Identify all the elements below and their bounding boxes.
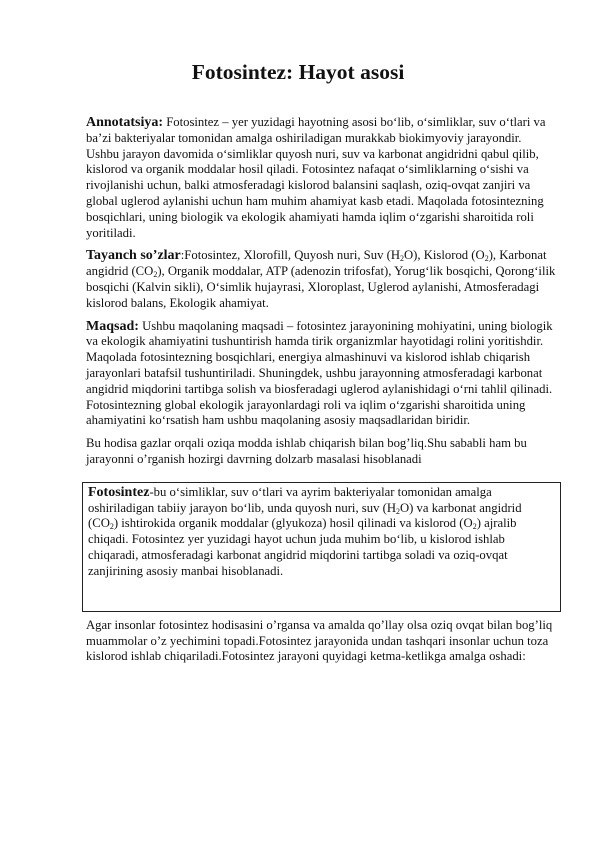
intro-paragraph: Bu hodisa gazlar orqali oziqa modda ishlab chiqarish bilan bog’liq.Shu sababli ham bu jarayonni o’rganish hozirgi davrning dolzarb masalasi hisoblanadi	[86, 436, 527, 466]
keywords-sub-1: 2	[400, 254, 404, 264]
definition-sub-3: 2	[472, 522, 477, 532]
keywords-label: Tayanch so’zlar	[86, 248, 181, 264]
definition-sub-1: 2	[395, 506, 400, 516]
keywords-text-3: ), Karbonat angidrid (CO	[86, 248, 547, 279]
keywords-paragraph	[86, 248, 556, 311]
goal-label: Maqsad:	[86, 318, 139, 334]
definition-sub-2: 2	[109, 522, 114, 532]
definition-text-3: ) ishtirokida organik moddalar (glyukoza) hosil qilinadi va kislorod (O	[113, 516, 473, 531]
keywords-sub-2: 2	[484, 254, 489, 264]
annotation-paragraph	[86, 115, 556, 241]
definition-text-2: O) va karbonat angidrid (CO	[88, 500, 522, 531]
definition-text-1: -bu o‘simliklar, suv o‘tlari va ayrim bakteriyalar tomonidan amalga oshiriladigan tabiiy jarayon bo‘lib, unda quyosh nuri, suv (H	[88, 484, 492, 515]
definition-text-4: ) ajralib chiqadi. Fotosintez yer yuzidagi hayot uchun juda muhim bo‘lib, u kislorod ishlab chiqaradi, atmosferadagi karbonat angidrid miqdorini tartibga soladi va oziq-ovqat zanjirining asosiy manbai hisoblanadi.	[88, 516, 517, 578]
closing-paragraph: Agar insonlar fotosintez hodisasini o’rgansa va amalda qo’llay olsa oziq ovqat bilan bog’liq muammolar o’z yechimini topadi.Fotosintez jarayonida undan tashqari insonlar uchun toza kislorod ishlab chiqariladi.Fotosintez jarayoni quyidagi ketma-ketlikga amalga oshadi:	[86, 617, 553, 664]
annotation-label: Annotatsiya:	[86, 115, 164, 130]
document-title: Fotosintez: Hayot asosi	[191, 60, 405, 84]
document-body	[86, 115, 556, 672]
goal-paragraph	[86, 319, 556, 430]
keywords-sub-3: 2	[153, 270, 158, 280]
keywords-text-4: ), Organik moddalar, ATP (adenozin trifosfat), Yorug‘lik bosqichi, Qorong‘ilik bosqichi (Kalvin sikli), O‘simlik hujayrasi, Xloroplast, Uglerod aylanishi, Atmosferadagi kislorod balans, Ekologik ahamiyat.	[86, 264, 556, 310]
goal-text: Ushbu maqolaning maqsadi – fotosintez jarayonining mohiyatini, uning biologik va ekologik ahamiyatini tushuntirish hamda tirik organizmlar hayotidagi rolini yoritishdir. Maqolada fotosintezning bosqichlari, energiya almashinuvi va kislorod ishlab chiqarish jarayonlari batafsil tushuntiriladi. Shuningdek, ushbu jarayonning atmosferadagi karbonat angidrid miqdorini tartibga solish va biosferadagi uglerod aylanishidagi o‘rni tahlil qilinadi. Fotosintezning global ekologik jarayonlardagi roli va iqlim o‘zgarishi sharoitida uning ahamiyatini ko‘rsatish ham ushbu maqolaning asosiy maqsadlaridan biridir.	[86, 318, 553, 428]
definition-label: Fotosintez	[88, 484, 150, 500]
keywords-text-2: O), Kislorod (O	[404, 248, 485, 263]
definition-box	[82, 482, 561, 612]
keywords-text-1: :Fotosintez, Xlorofill, Quyosh nuri, Suv (H	[180, 248, 400, 263]
definition-paragraph	[88, 485, 554, 580]
annotation-text: Fotosintez – yer yuzidagi hayotning asosi bo‘lib, o‘simliklar, suv o‘tlari va ba’zi bakteriyalar tomonidan amalga oshiriladigan murakkab biokimyoviy jarayondir. Ushbu jarayon davomida o‘simliklar quyosh nuri, suv va karbonat angidridni qabul qilib, kislorod va organik moddalar hosil qiladi. Fotosintez nafaqat o‘simliklarning o‘sishi va rivojlanishi uchun, balki atmosferadagi kislorod balansini saqlash, oziq-ovqat zanjiri va global uglerod aylanishi uchun ham muhim ahamiyat kasb etadi. Maqolada fotosintezning bosqichlari, uning biologik va ekologik ahamiyati hamda iqlim o‘zgarishi sharoitida roli yoritiladi.	[86, 115, 546, 240]
